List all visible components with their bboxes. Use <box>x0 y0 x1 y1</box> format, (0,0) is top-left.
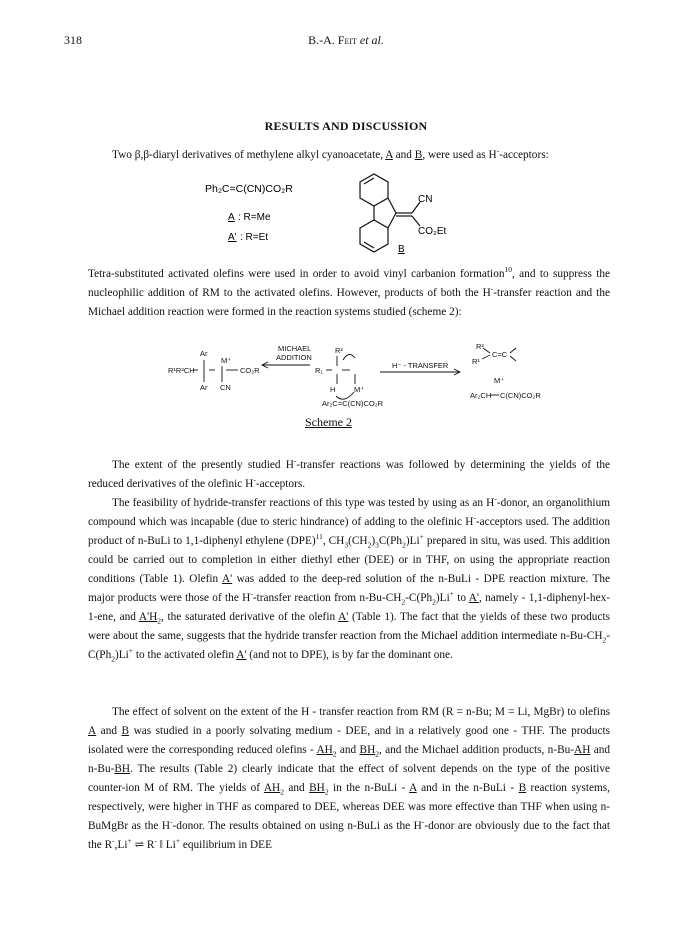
scheme-ar2ch: Ar₂CH <box>470 391 492 400</box>
co2et-label: CO₂Et <box>418 226 447 237</box>
bond <box>510 356 516 361</box>
section-title: RESULTS AND DISCUSSION <box>264 119 428 133</box>
paragraph-2: The extent of the presently studied H--transfer reactions was followed by determining the yields of the reduced derivatives of the olefinic H--acceptors. <box>88 456 610 490</box>
scheme-h: H <box>330 385 336 394</box>
benzene-ring-bottom <box>360 220 388 252</box>
label-b: B <box>398 244 405 255</box>
scheme-ar-bottom: Ar <box>200 383 208 392</box>
bond <box>388 213 396 228</box>
scheme-m-top: M⁺ <box>221 356 232 365</box>
scheme-ccnco2r: C(CN)CO₂R <box>500 391 541 400</box>
intro-paragraph: Two β,β-diaryl derivatives of methylene alkyl cyanoacetate, A and B, were used as H--acceptors: <box>112 146 549 161</box>
bond <box>510 348 516 353</box>
scheme-ar2c: Ar₂C=C(CN)CO₂R <box>322 399 384 408</box>
paragraph-4: The effect of solvent on the extent of the H - transfer reaction from RM (R = n-Bu; M = Li, MgBr) to olefins A and B was studied in a poorly solvating medium - DEE, and in a relatively good one - THF. The products isolated were the corresponding reduced olefins - $AH_2$ and $BH_2$, and the Michael addition products, n-Bu-AH and n-Bu-BH. The results (Table 2) clearly indicate that the effect of solvent depends on the type of the positive counter-ion M of RM. The yields of $AH_2$ and $BH_2$ in the n-BuLi - A and in the n-BuLi - B reaction systems, respectively, were higher in THF as compared to DEE, whereas DEE was more effective than THF when using n-BuMgBr as the H--donor. The results obtained on using n-BuLi as the H--donor are obviously due to the fact that the R-,Li+ ⇌ R- ‖ Li+ equilibrium in DEE <box>88 706 611 851</box>
running-head: B.-A. Feit et al. <box>308 33 384 47</box>
scheme-transfer-label: H⁻ - TRANSFER <box>392 361 449 370</box>
label-a-prime-text: : R=Et <box>240 232 269 243</box>
scheme-co2r: CO₂R <box>240 366 260 375</box>
bond <box>412 216 420 226</box>
scheme-r1: R₁ <box>315 366 323 375</box>
paragraph-3: The feasibility of hydride-transfer reactions of this type was tested by using as an H--donor, an organolithium compound which was incapable (due to steric hindrance) of adding to the olefinic H--acceptors used. The addition product of n-BuLi to 1,1-diphenyl ethylene (DPE)$^{11}$, $CH_3(CH_2)_3C(Ph_2)Li^+$ prepared in situ, was used. This addition could be carried out to completion in either diethyl ether (DEE) or in THF, on using the appropriate reaction conditions (Table 1). Olefin A' was added to the deep-red solution of the n-BuLi - DPE reaction mixture. The major products were those of the H--transfer reaction from $n-Bu-CH_2-C(Ph_2)Li^+$ to A', namely - 1,1-diphenyl-hex-1-ene, and $A'H_2$, the saturated derivative of the olefin A' (Table 1). The fact that the yields of these two products were about the same, suggests that the hydride transfer reaction from the Michael addition intermediate $n-Bu-CH_2-C(Ph_2)Li^+$ to the activated olefin A' (and not to DPE), is by far the dominant one. <box>88 494 611 664</box>
curved-arrow <box>343 354 355 360</box>
page-number: 318 <box>64 33 82 47</box>
cn-label: CN <box>418 194 433 205</box>
scheme-michael-label: MICHAEL <box>278 344 312 353</box>
benzene-ring-top <box>360 174 388 206</box>
scheme-caption: Scheme 2 <box>305 415 352 429</box>
fluorenylidene-structure <box>360 174 420 252</box>
scheme-r2-right: R² <box>476 342 484 351</box>
bond <box>482 355 490 359</box>
scheme-ar-top: Ar <box>200 349 208 358</box>
scheme-m-right: M⁺ <box>494 376 505 385</box>
bond <box>483 348 490 353</box>
scheme-left-r: R¹R²CH <box>168 366 195 375</box>
formula-text: Ph₂C=C(CN)CO₂R <box>205 183 293 195</box>
label-a: A <box>228 212 235 223</box>
scheme-m-mid: M⁺ <box>354 385 365 394</box>
scheme-cn-bottom: CN <box>220 383 231 392</box>
scheme-addition-label: ADDITION <box>276 353 312 362</box>
scheme-r2: R² <box>335 346 343 355</box>
paragraph-1: Tetra-substituted activated olefins were used in order to avoid vinyl carbanion formation$^{10}$, and to suppress the nucleophilic addition of RM to the activated olefins. However, products of both the H--transfer reaction and the Michael addition reaction were formed in the reaction systems studied (scheme 2): <box>88 265 610 318</box>
bond <box>388 198 396 213</box>
scheme-r1-right: R¹ <box>472 357 480 366</box>
scheme-2-figure <box>0 338 692 413</box>
label-a-text: : R=Me <box>238 212 271 223</box>
scheme-cc-right: C=C <box>492 350 508 359</box>
structure-figure <box>0 170 692 260</box>
label-a-prime: A' <box>228 232 237 243</box>
